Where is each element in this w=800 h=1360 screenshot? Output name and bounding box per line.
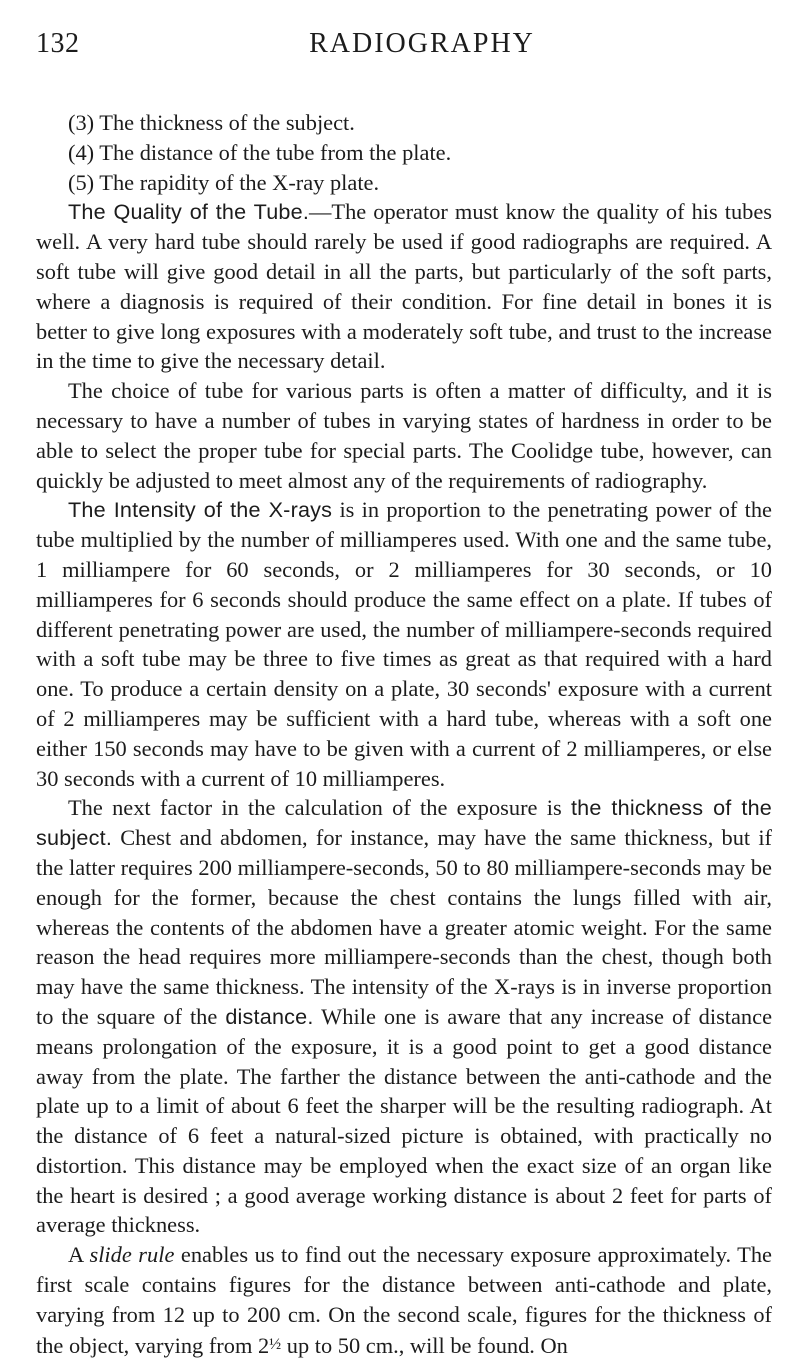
paragraph-x-ray-intensity xyxy=(36,495,772,793)
fraction: ½ xyxy=(269,1335,282,1353)
side-heading-tube-quality: The Quality of the Tube. xyxy=(68,199,310,225)
list-item: (3) The thickness of the subject. xyxy=(68,110,355,135)
italic-term: slide rule xyxy=(89,1242,175,1268)
paragraph-slide-rule xyxy=(36,1240,772,1360)
paragraph-tube-choice: The choice of tube for various parts is often a matter of difficulty, and it is necessary to have a number of tubes in varying states of hardness in order to be able to select the proper tube for special parts. The Coolidge tube, however, can quickly be adjusted to meet almost any of the requirements of radiography. xyxy=(36,378,772,493)
list-item: (5) The rapidity of the X-ray plate. xyxy=(68,169,380,195)
page-header xyxy=(36,28,772,68)
paragraph-text: is in proportion to the penetrating power of the tube multiplied by the number of milliamperes used. With one and the same tube, 1 milliampere for 60 seconds, or 2 milliamperes for 30 seconds, or 10 milliamperes for 6 seconds should produce the same effect on a plate. If tubes of different penetrating power are used, the number of milliampere-seconds required with a soft tube may be three to five times as great as that required with a hard one. To produce a certain density on a plate, 30 seconds' exposure with a current of 2 milliamperes may be sufficient with a hard tube, whereas with a soft one either 150 seconds may have to be given with a current of 2 milliamperes, or else 30 seconds with a current of 10 milliamperes. xyxy=(36,497,772,791)
body-text xyxy=(36,108,772,1360)
paragraph-text: The next factor in the calculation of the exposure is xyxy=(68,795,571,821)
paragraph-text: —The operator must know the quality of his tubes well. A very hard tube should rarely be used if good radiographs are required. A soft tube will give good detail in all the parts, but particularly of the soft parts, where a diagnosis is required of their condition. For fine detail in bones it is better to give long exposures with a moderately soft tube, and trust to the increase in the time to give the necessary detail. xyxy=(36,199,772,374)
side-heading-distance: distance. xyxy=(225,1003,314,1029)
paragraph-text: enables us to find out the necessary exposure approximately. The first scale contains figures for the distance between anti-cathode and plate, varying from 12 up to 200 cm. On the second scale, figures for the thickness of the object, varying from 2 xyxy=(36,1242,772,1358)
running-head: RADIOGRAPHY xyxy=(309,28,535,59)
page-number: 132 xyxy=(36,28,80,59)
paragraph-text: A xyxy=(68,1242,90,1268)
side-heading-intensity: The Intensity of the X-rays xyxy=(68,497,333,523)
side-heading-thickness: the thickness of the subject. xyxy=(36,795,772,851)
paragraph-text: up to 50 cm., will be found. On xyxy=(281,1332,568,1358)
paragraph-tube-quality xyxy=(36,197,772,376)
paragraph-text: Chest and abdomen, for instance, may have the same thickness, but if the latter requires 200 milliampere-seconds, 50 to 80 milliampere-seconds may be enough for the former, because the chest contains the lungs filled with air, whereas the contents of the abdomen have a greater atomic weight. For the same reason the head requires more milliampere-seconds than the chest, though both may have the same thickness. The intensity of the X-rays is in inverse proportion to the square of the xyxy=(36,825,772,1029)
book-page xyxy=(36,28,772,1360)
paragraph-text: While one is aware that any increase of distance means prolongation of the exposure, it is a good point to get a good distance away from the plate. The farther the distance between the anti-cathode and the plate up to a limit of about 6 feet the sharper will be the resulting radiograph. At the distance of 6 feet a natural-sized picture is obtained, with practically no distortion. This distance may be employed when the exact size of an organ like the heart is desired ; a good average working distance is about 2 feet for parts of average thickness. xyxy=(36,1003,773,1238)
paragraph-subject-thickness xyxy=(36,793,772,1240)
list-item: (4) The distance of the tube from the plate. xyxy=(68,139,452,165)
